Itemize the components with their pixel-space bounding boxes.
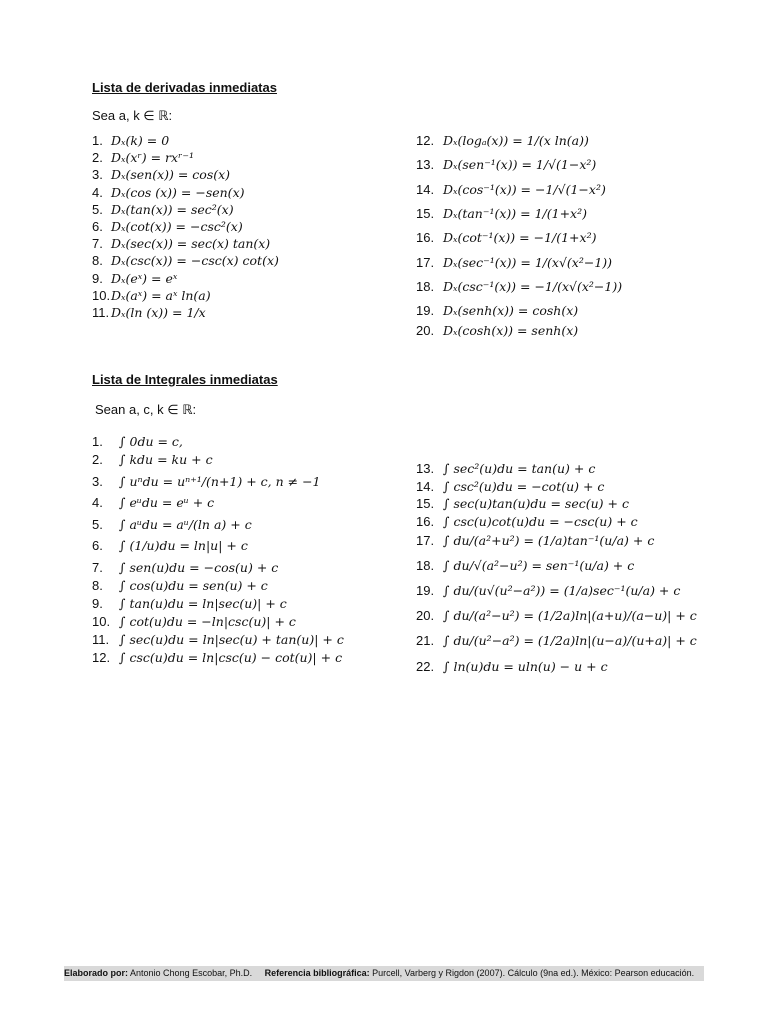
integral-formula: ∫ eᵘdu = eᵘ + c: [119, 495, 215, 510]
derivative-number: 5.: [92, 201, 103, 217]
integral-number: 14.: [416, 478, 435, 494]
derivative-item: [416, 157, 596, 174]
derivative-number: 9.: [92, 270, 103, 286]
integral-item: [92, 650, 342, 667]
derivative-item: [416, 279, 622, 296]
derivative-formula: Dₓ(cot⁻¹(x)) = −1/(1+x²): [443, 230, 597, 246]
integral-formula: ∫ aᵘdu = aᵘ/(ln a) + c: [119, 516, 252, 532]
integral-item: [92, 596, 287, 613]
integral-number: 17.: [416, 532, 435, 548]
integral-number: 18.: [416, 557, 435, 573]
integral-item: [416, 633, 697, 650]
derivative-formula: Dₓ(xʳ) = rxʳ⁻¹: [111, 150, 194, 166]
derivative-number: 15.: [416, 205, 435, 221]
footer-credits: [64, 966, 704, 981]
integral-formula: ∫ csc²(u)du = −cot(u) + c: [443, 478, 605, 494]
integral-number: 19.: [416, 582, 435, 598]
integral-number: 13.: [416, 461, 435, 476]
derivative-number: 16.: [416, 230, 435, 246]
integral-formula: ∫ du/(a²−u²) = (1/2a)ln|(a+u)/(a−u)| + c: [443, 608, 697, 624]
integral-number: 9.: [92, 595, 103, 611]
integral-number: 4.: [92, 495, 103, 510]
derivative-item: [92, 236, 270, 253]
derivative-number: 3.: [92, 167, 103, 183]
integral-number: 10.: [92, 613, 111, 629]
derivative-formula: Dₓ(cos (x)) = −sen(x): [111, 184, 245, 200]
integral-item: [416, 558, 634, 575]
derivative-formula: Dₓ(tan(x)) = sec²(x): [111, 201, 234, 217]
derivative-item: [92, 133, 169, 150]
integral-formula: ∫ tan(u)du = ln|sec(u)| + c: [119, 595, 287, 611]
derivative-number: 17.: [416, 254, 435, 270]
integral-item: [92, 517, 252, 534]
derivative-formula: Dₓ(logₐ(x)) = 1/(x ln(a)): [443, 133, 589, 148]
derivative-formula: Dₓ(csc⁻¹(x)) = −1/(x√(x²−1)): [443, 278, 623, 294]
integral-formula: ∫ ln(u)du = uln(u) − u + c: [443, 658, 608, 674]
integral-item: [416, 659, 608, 676]
derivative-formula: Dₓ(sen⁻¹(x)) = 1/√(1−x²): [443, 157, 597, 173]
integral-item: [92, 452, 213, 469]
integral-item: [416, 514, 638, 531]
derivative-number: 4.: [92, 184, 103, 200]
derivative-number: 20.: [416, 323, 435, 339]
derivative-item: [416, 182, 606, 199]
derivative-formula: Dₓ(sec⁻¹(x)) = 1/(x√(x²−1)): [443, 254, 613, 270]
derivative-item: [92, 253, 279, 270]
integral-formula: ∫ csc(u)du = ln|csc(u) − cot(u)| + c: [119, 649, 343, 665]
derivative-item: [92, 305, 206, 322]
derivative-item: [416, 230, 596, 247]
derivative-formula: Dₓ(sen(x)) = cos(x): [111, 167, 231, 183]
derivative-formula: Dₓ(cosh(x)) = senh(x): [443, 323, 579, 339]
derivative-formula: Dₓ(ln (x)) = 1/x: [111, 305, 206, 320]
integral-formula: ∫ 0du = c,: [119, 434, 183, 449]
derivative-formula: Dₓ(aˣ) = aˣ ln(a): [111, 287, 211, 303]
integral-number: 20.: [416, 608, 435, 624]
derivative-item: [92, 185, 245, 202]
derivative-formula: Dₓ(senh(x)) = cosh(x): [443, 303, 579, 319]
integral-formula: ∫ uⁿdu = uⁿ⁺¹/(n+1) + c, n ≠ −1: [119, 473, 321, 489]
integral-formula: ∫ sec(u)du = ln|sec(u) + tan(u)| + c: [119, 631, 344, 647]
derivative-formula: Dₓ(sec(x)) = sec(x) tan(x): [111, 236, 271, 252]
integral-item: [92, 495, 214, 512]
integrals-list-left: [92, 434, 402, 674]
derivative-number: 7.: [92, 236, 103, 252]
footer-author-label: Elaborado por:: [64, 968, 129, 978]
derivative-item: [416, 323, 578, 340]
derivative-item: [416, 133, 589, 150]
derivative-number: 2.: [92, 150, 103, 166]
derivative-item: [92, 202, 234, 219]
integral-item: [92, 538, 248, 555]
footer-author: Antonio Chong Escobar, Ph.D.: [130, 968, 253, 978]
derivatives-heading: Lista de derivadas inmediatas: [92, 80, 277, 95]
derivative-item: [92, 167, 230, 184]
integral-item: [416, 533, 654, 550]
integral-formula: ∫ sen(u)du = −cos(u) + c: [119, 559, 279, 575]
derivative-item: [416, 255, 612, 272]
integral-number: 21.: [416, 633, 435, 649]
integral-item: [92, 434, 183, 451]
integral-item: [416, 479, 604, 496]
integral-number: 8.: [92, 577, 103, 593]
derivative-formula: Dₓ(tan⁻¹(x)) = 1/(1+x²): [443, 205, 587, 221]
derivative-number: 11.: [92, 305, 110, 320]
derivative-formula: Dₓ(cot(x)) = −csc²(x): [111, 219, 243, 234]
derivative-number: 13.: [416, 157, 435, 173]
integral-item: [92, 474, 321, 491]
integral-number: 3.: [92, 473, 103, 489]
derivative-formula: Dₓ(csc(x)) = −csc(x) cot(x): [111, 253, 279, 269]
integral-number: 15.: [416, 496, 435, 511]
derivative-item: [92, 150, 194, 167]
integral-item: [92, 614, 296, 631]
derivatives-list-right: [416, 133, 716, 343]
integral-item: [416, 496, 629, 513]
integrals-list-right: [416, 461, 736, 681]
integral-formula: ∫ du/(u√(u²−a²)) = (1/a)sec⁻¹(u/a) + c: [443, 582, 681, 598]
derivative-number: 19.: [416, 303, 435, 319]
derivatives-list-left: [92, 133, 392, 333]
integral-number: 7.: [92, 559, 103, 575]
integral-number: 5.: [92, 516, 103, 532]
integral-number: 6.: [92, 538, 103, 553]
integral-formula: ∫ du/(u²−a²) = (1/2a)ln|(u−a)/(u+a)| + c: [443, 633, 697, 649]
integral-item: [416, 608, 697, 625]
integral-number: 16.: [416, 513, 435, 529]
integral-number: 11.: [92, 631, 110, 647]
footer-reference-label: Referencia bibliográfica:: [264, 968, 370, 978]
integral-number: 2.: [92, 452, 103, 467]
integral-formula: ∫ sec²(u)du = tan(u) + c: [443, 461, 596, 476]
integral-item: [416, 461, 595, 478]
derivative-number: 14.: [416, 181, 435, 197]
integral-formula: ∫ (1/u)du = ln|u| + c: [119, 538, 248, 553]
integral-formula: ∫ du/√(a²−u²) = sen⁻¹(u/a) + c: [443, 557, 635, 573]
derivative-item: [92, 219, 243, 236]
derivatives-intro: Sea a, k ∈ ℝ:: [92, 108, 173, 123]
derivative-formula: Dₓ(k) = 0: [111, 133, 170, 148]
integral-formula: ∫ csc(u)cot(u)du = −csc(u) + c: [443, 513, 638, 529]
derivative-number: 8.: [92, 253, 103, 269]
integral-formula: ∫ du/(a²+u²) = (1/a)tan⁻¹(u/a) + c: [443, 532, 655, 548]
derivative-item: [92, 288, 211, 305]
integral-item: [92, 578, 268, 595]
integral-formula: ∫ cos(u)du = sen(u) + c: [119, 577, 268, 593]
integral-item: [416, 583, 680, 600]
derivative-number: 1.: [92, 133, 103, 148]
integrals-intro: Sean a, c, k ∈ ℝ:: [95, 402, 197, 417]
integral-formula: ∫ cot(u)du = −ln|csc(u)| + c: [119, 613, 296, 629]
derivative-item: [416, 206, 587, 223]
derivative-formula: Dₓ(eˣ) = eˣ: [111, 270, 178, 286]
derivative-item: [92, 271, 177, 288]
integral-number: 22.: [416, 658, 435, 674]
integral-item: [92, 560, 278, 577]
integral-formula: ∫ sec(u)tan(u)du = sec(u) + c: [443, 496, 629, 511]
derivative-number: 6.: [92, 219, 103, 234]
derivative-number: 10.: [92, 287, 111, 303]
integral-number: 1.: [92, 434, 103, 449]
integral-item: [92, 632, 344, 649]
integral-formula: ∫ kdu = ku + c: [119, 452, 213, 467]
integrals-heading: Lista de Integrales inmediatas: [92, 372, 278, 387]
integral-number: 12.: [92, 649, 111, 665]
derivative-formula: Dₓ(cos⁻¹(x)) = −1/√(1−x²): [443, 181, 606, 197]
derivative-number: 18.: [416, 278, 435, 294]
derivative-number: 12.: [416, 133, 435, 148]
derivative-item: [416, 303, 578, 320]
footer-reference: Purcell, Varberg y Rigdon (2007). Cálculo (9na ed.). México: Pearson educación.: [372, 968, 695, 978]
